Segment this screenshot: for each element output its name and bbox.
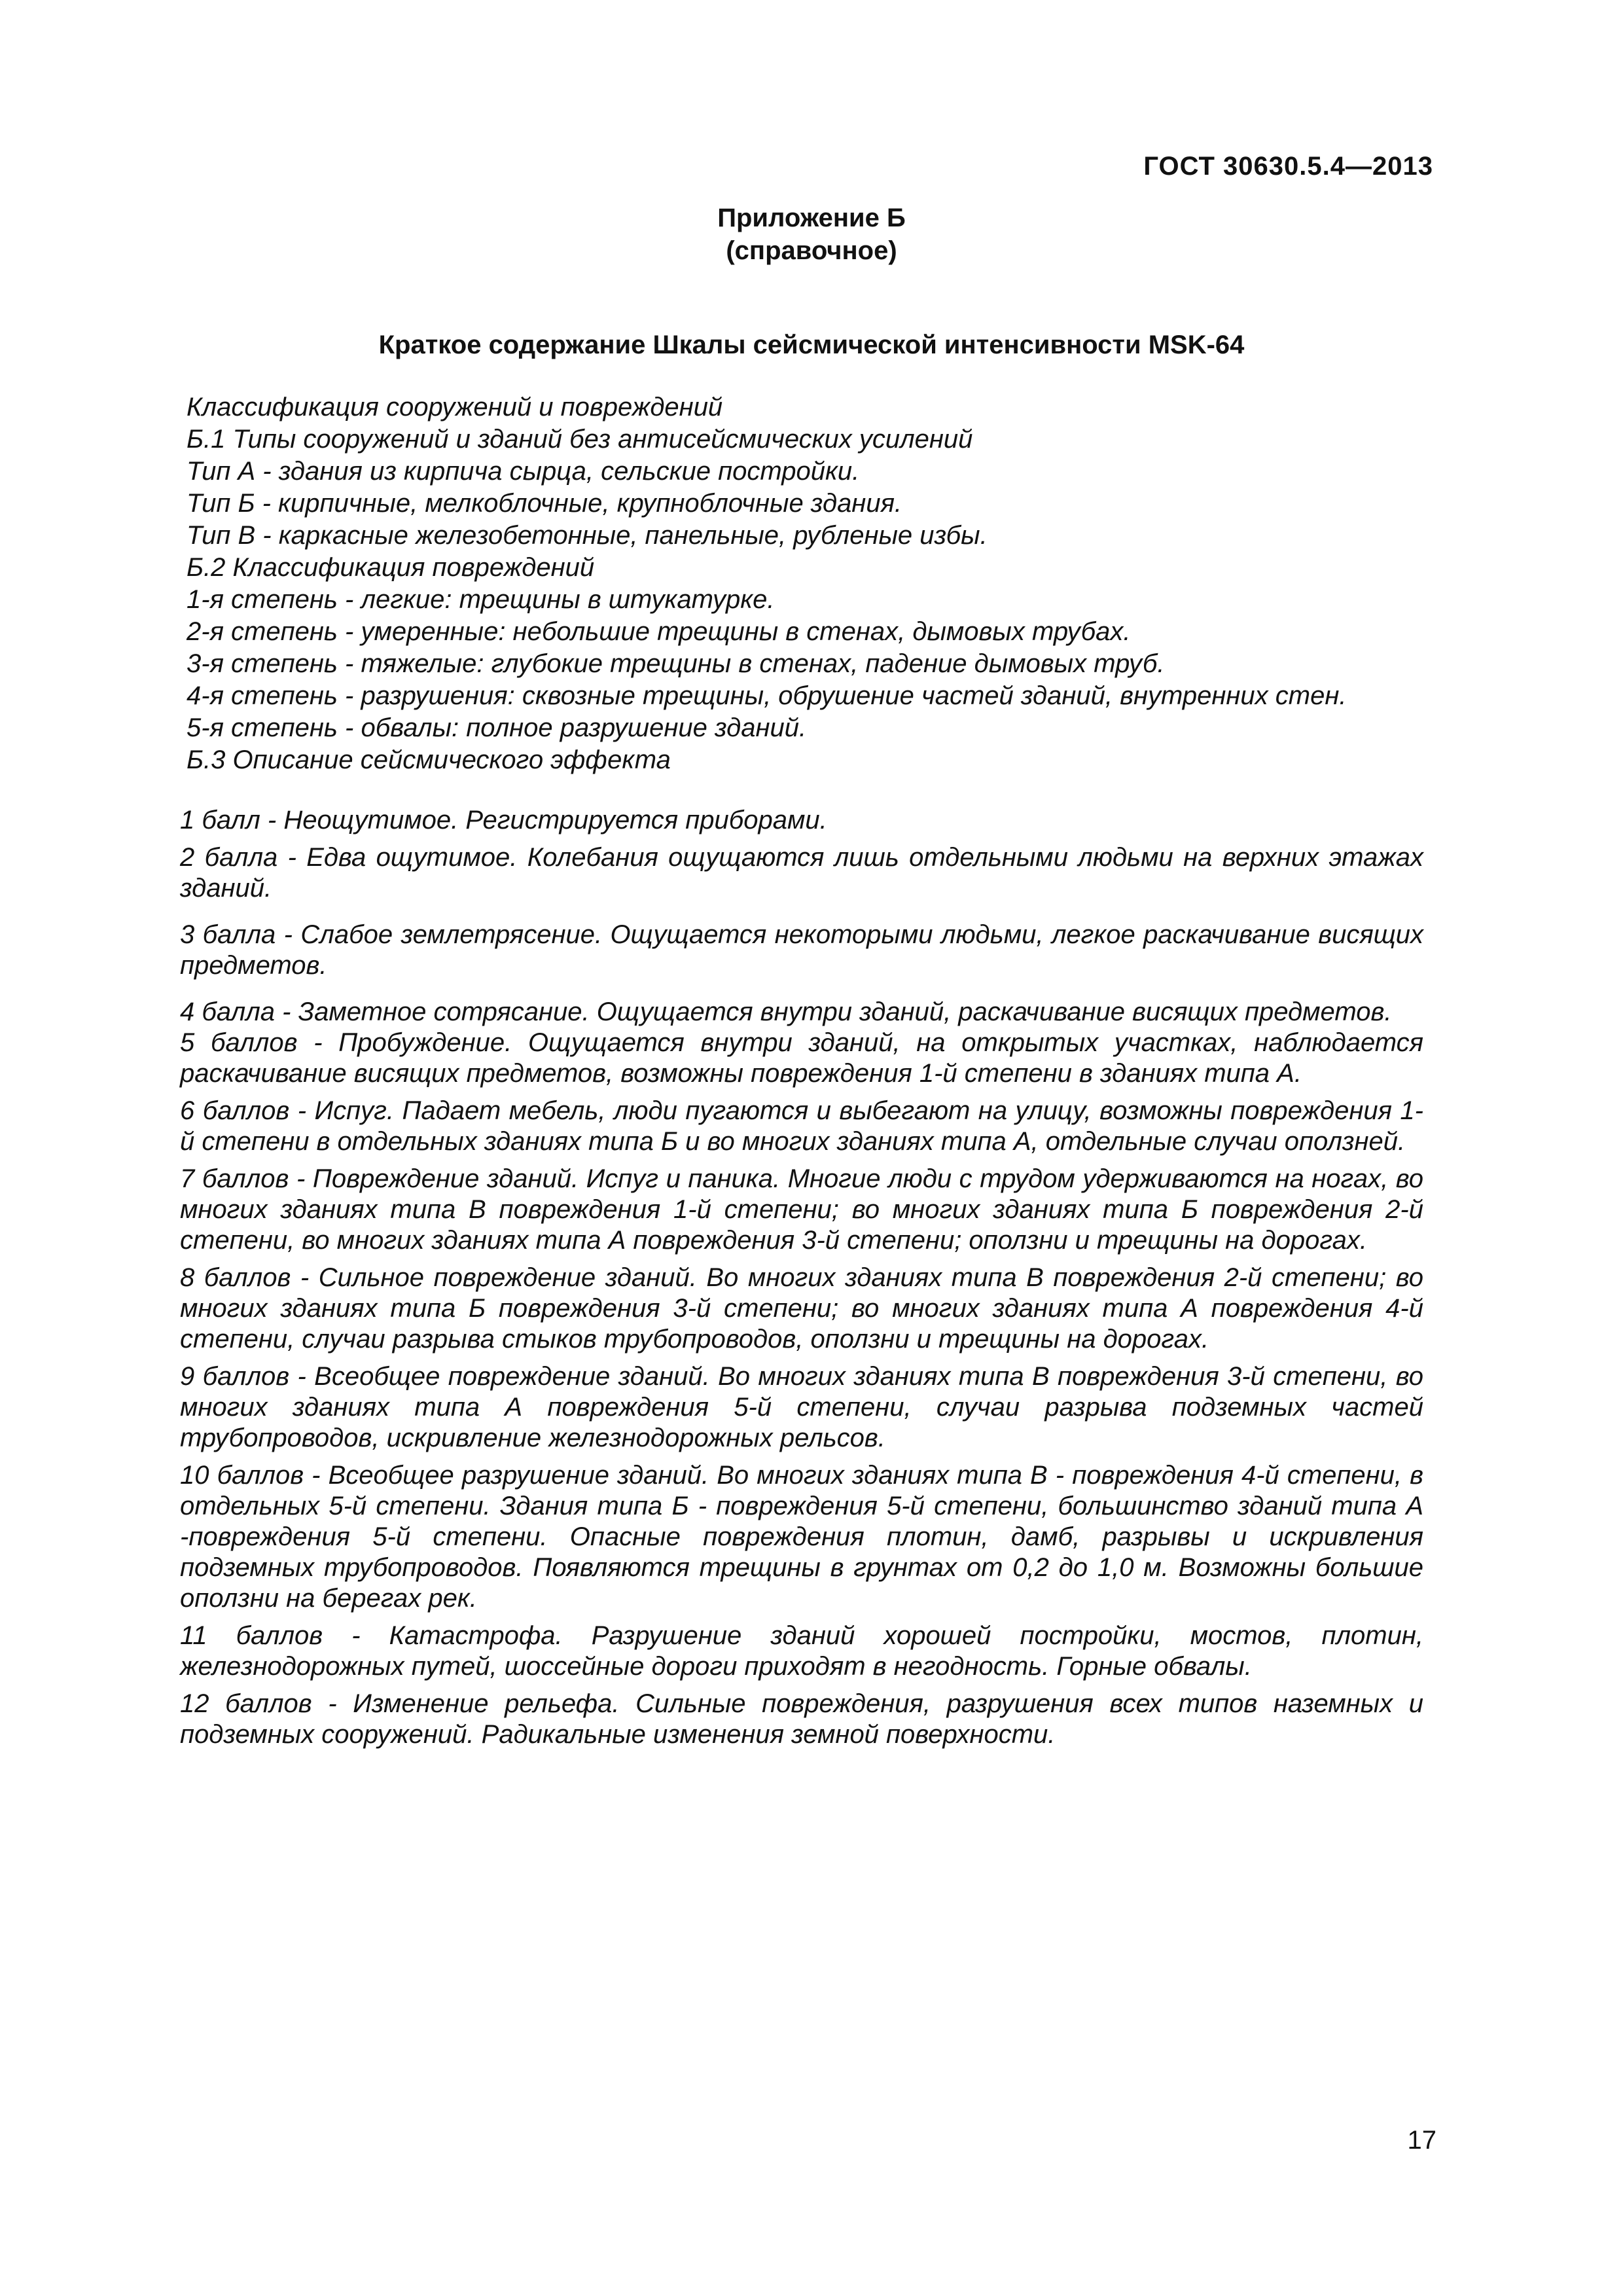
intensity-point-8: 8 баллов - Сильное повреждение зданий. Во многих зданиях типа В повреждения 2-й степени; во многих зданиях типа Б повреждения 3-й степени; во многих зданиях типа А повреждения 4-й степени, случаи разрыва стыков трубопроводов, оползни и трещины на дорогах. <box>180 1263 1423 1354</box>
classification-line: 5-я степень - обвалы: полное разрушение зданий. <box>187 713 807 742</box>
document-code: ГОСТ 30630.5.4—2013 <box>1143 152 1433 181</box>
classification-heading: Классификация сооружений и повреждений <box>187 393 723 422</box>
classification-line: Тип А - здания из кирпича сырца, сельские постройки. <box>187 457 860 486</box>
page-number: 17 <box>1407 2126 1436 2155</box>
classification-line: Б.1 Типы сооружений и зданий без антисейсмических усилений <box>187 425 973 454</box>
intensity-point-3: 3 балла - Слабое землетрясение. Ощущается некоторыми людьми, легкое раскачивание висящих предметов. <box>180 920 1423 980</box>
classification-line: Б.3 Описание сейсмического эффекта <box>187 745 671 774</box>
classification-line: 1-я степень - легкие: трещины в штукатурке. <box>187 585 775 614</box>
classification-line: 4-я степень - разрушения: сквозные трещины, обрушение частей зданий, внутренних стен. <box>187 681 1347 710</box>
classification-line: Б.2 Классификация повреждений <box>187 553 595 582</box>
intensity-point-5: 5 баллов - Пробуждение. Ощущается внутри зданий, на открытых участках, наблюдается раскачивание висящих предметов, возможны повреждения 1-й степени в зданиях типа А. <box>180 1028 1423 1088</box>
appendix-title: Приложение Б <box>717 204 906 232</box>
classification-section <box>187 391 1456 776</box>
intensity-point-6: 6 баллов - Испуг. Падает мебель, люди пугаются и выбегают на улицу, возможны повреждения 1-й степени в отдельных зданиях типа Б и во многих зданиях типа А, отдельные случаи оползней. <box>180 1096 1423 1156</box>
intensity-point-12: 12 баллов - Изменение рельефа. Сильные повреждения, разрушения всех типов наземных и подземных сооружений. Радикальные изменения земной поверхности. <box>180 1689 1423 1749</box>
intensity-point-11: 11 баллов - Катастрофа. Разрушение зданий хорошей постройки, мостов, плотин, железнодорожных путей, шоссейные дороги приходят в негодность. Горные обвалы. <box>180 1621 1423 1681</box>
intensity-point-2: 2 балла - Едва ощутимое. Колебания ощущаются лишь отдельными людьми на верхних этажах зданий. <box>180 843 1423 903</box>
appendix-heading <box>0 202 1623 267</box>
appendix-type: (справочное) <box>726 236 897 265</box>
intensity-point-9: 9 баллов - Всеобщее повреждение зданий. Во многих зданиях типа В повреждения 3-й степени, во многих зданиях типа А повреждения 5-й степени, случаи разрыва подземных частей трубопроводов, искривление железнодорожных рельсов. <box>180 1362 1423 1452</box>
classification-line: Тип В - каркасные железобетонные, панельные, рубленые избы. <box>187 521 988 550</box>
intensity-point-7: 7 баллов - Повреждение зданий. Испуг и паника. Многие люди с трудом удерживаются на ногах, во многих зданиях типа В повреждения 1-й степени; во многих зданиях типа Б повреждения 2-й степени, во многих зданиях типа А повреждения 3-й степени; оползни и трещины на дорогах. <box>180 1164 1423 1255</box>
document-title: Краткое содержание Шкалы сейсмической интенсивности MSK-64 <box>378 331 1245 359</box>
classification-line: Тип Б - кирпичные, мелкоблочные, крупноблочные здания. <box>187 489 902 518</box>
classification-line: 2-я степень - умеренные: небольшие трещины в стенах, дымовых трубах. <box>187 617 1131 646</box>
intensity-point-10: 10 баллов - Всеобщее разрушение зданий. Во многих зданиях типа В - повреждения 4-й степени, в отдельных 5-й степени. Здания типа Б - повреждения 5-й степени, большинство зданий типа А -повреждения 5-й степени. Опасные повреждения плотин, дамб, разрывы и искривления подземных трубопроводов. Появляются трещины в грунтах от 0,2 до 1,0 м. Возможны большие оползни на берегах рек. <box>180 1461 1423 1613</box>
intensity-scale-list <box>180 805 1423 1750</box>
intensity-point-4: 4 балла - Заметное сотрясание. Ощущается внутри зданий, раскачивание висящих предметов. <box>180 997 1392 1026</box>
classification-line: 3-я степень - тяжелые: глубокие трещины в стенах, падение дымовых труб. <box>187 649 1165 678</box>
intensity-point-1: 1 балл - Неощутимое. Регистрируется приборами. <box>180 806 827 834</box>
